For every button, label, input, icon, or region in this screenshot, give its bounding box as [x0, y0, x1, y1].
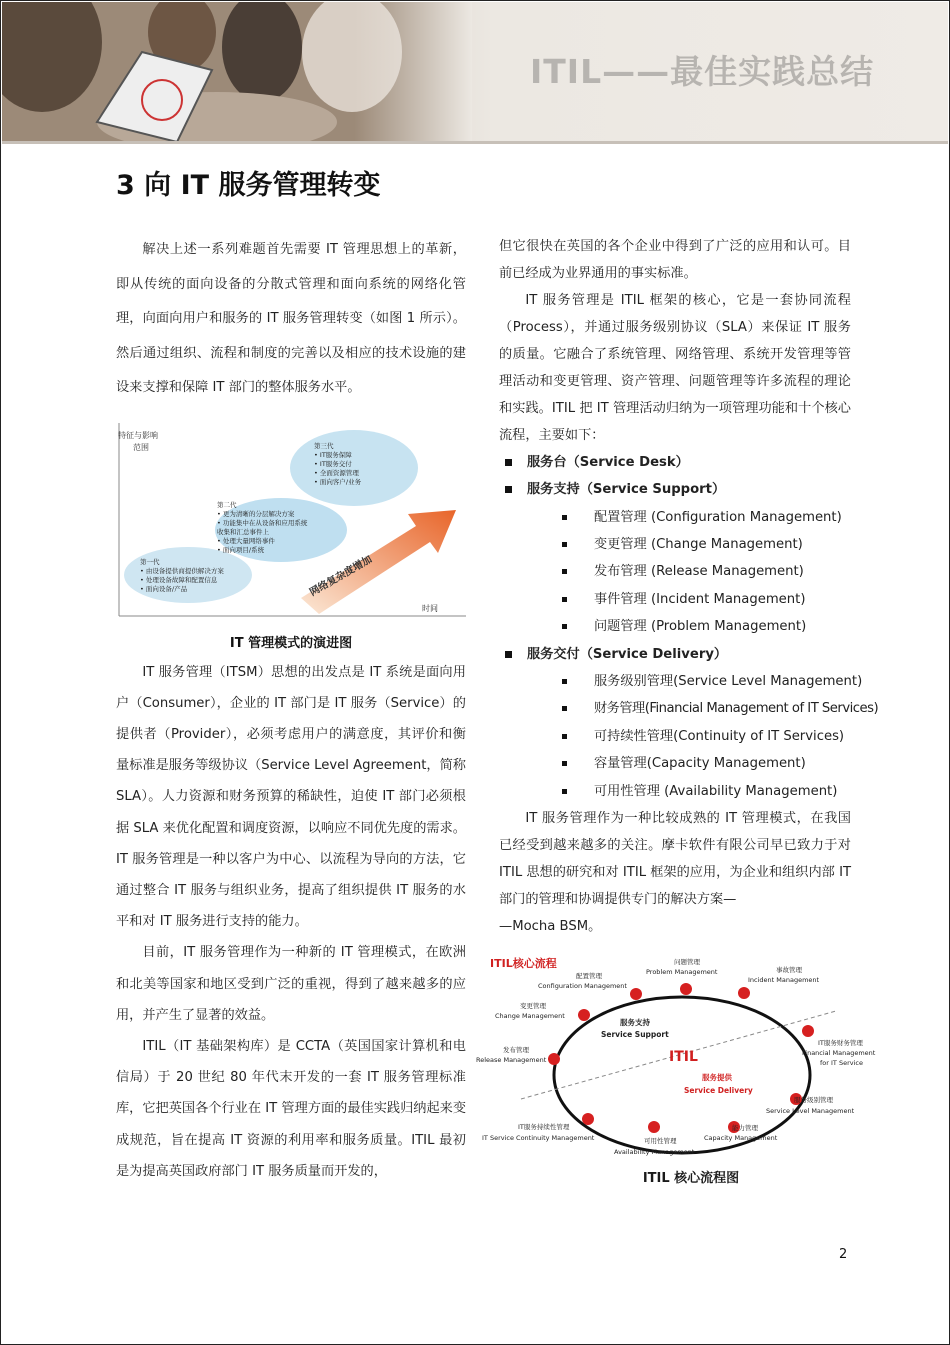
node-availability: [648, 1121, 660, 1133]
section-heading: 3 向 IT 服务管理转变: [116, 170, 381, 201]
node-label: IT Service Continuity Management: [482, 1134, 595, 1142]
header-photo: [2, 2, 472, 142]
right-column: [499, 233, 879, 940]
evolution-diagram: [116, 418, 466, 628]
list-item-label: 服务支持（Service Support）: [527, 482, 726, 498]
gen1-ellipse: [124, 547, 252, 603]
node-label: Financial Management: [802, 1049, 876, 1057]
node-label: 问题管理: [674, 958, 700, 966]
list-item: 服务级别管理(Service Level Management): [527, 668, 851, 695]
node-label: IT服务持续性管理: [518, 1123, 570, 1131]
gen2-item: • 面向项目/系统: [217, 545, 265, 554]
list-item: 变更管理 (Change Management): [527, 531, 851, 558]
paragraph-mocha-text: IT 服务管理作为一种比较成熟的 IT 管理模式，在我国已经受到越来越多的关注。摩卡软件有限公司早已致力于对 ITIL 思想的研究和对 ITIL 框架的应用，为企业和组织内部 IT 部门的管理和协调提供专门的解决方案—: [499, 810, 852, 907]
node-label: Problem Management: [646, 968, 718, 976]
node-incident: [738, 987, 750, 999]
paragraph-intro: 解决上述一系列难题首先需要 IT 管理思想上的革新，即从传统的面向设备的分散式管理和面向系统的网络化管理，向面向用户和服务的 IT 服务管理转变（如图 1 所示）。然后通过组织、流程和制度的完善以及相应的技术设施的建设来支撑和保障 IT 部门的整体服务水平。: [116, 242, 466, 395]
support-sublist: [527, 504, 851, 641]
figure-itil-core-process: [476, 949, 896, 1164]
list-item-label: 服务台（Service Desk）: [527, 455, 689, 470]
paragraph-core: IT 服务管理是 ITIL 框架的核心，它是一套协同流程（Process），并通过服务级别协议（SLA）来保证 IT 服务的质量。它融合了系统管理、网络管理、系统开发管理等管理活动和变更管理、资产管理、问题管理等许多流程的理论和实践。ITIL 把 IT 管理活动归纳为一项管理功能和十个核心流程，主要如下：: [499, 293, 851, 443]
node-label: Availability Management: [614, 1148, 695, 1156]
left-column: [116, 233, 466, 1187]
gen1-title: 第一代: [140, 557, 160, 566]
list-item: 财务管理(Financial Management of IT Services): [527, 695, 851, 722]
header-divider: [2, 141, 948, 144]
header-title: ITIL——最佳实践总结: [530, 52, 875, 91]
node-release: [548, 1053, 560, 1065]
x-axis-label: 时间: [422, 603, 438, 613]
paragraph-mocha-bsm: —Mocha BSM。: [499, 918, 602, 934]
gen3-item: • 面向客户/业务: [314, 477, 362, 486]
node-label: 事故管理: [776, 966, 802, 974]
list-item: 容量管理(Capacity Management): [527, 750, 851, 777]
gen2-item: 收集和汇总事件上: [217, 527, 269, 536]
paragraph-mocha: [499, 805, 851, 913]
paragraph-itsm: IT 服务管理（ITSM）思想的出发点是 IT 系统是面向用户（Consumer），企业的 IT 部门是 IT 服务（Service）的提供者（Provider），必须考虑用户的满意度，其评价和衡量标准是服务等级协议（Service Level Agreement，简称 SLA）。人力资源和财务预算的稀缺性，迫使 IT 部门必须根据 SLA 来优化配置和调度资源，以响应不同优先度的需求。IT 服务管理是一种以客户为中心、以流程为导向的方法，它通过整合 IT 服务与组织业务，提高了组织提供 IT 服务的水平和对 IT 服务进行支持的能力。: [116, 664, 466, 930]
node-continuity: [582, 1113, 594, 1125]
delivery-sublist: [527, 668, 879, 805]
list-item: 发布管理 (Release Management): [527, 558, 851, 585]
node-label: Capacity Management: [704, 1134, 778, 1142]
delivery-label-cn: 服务提供: [702, 1073, 732, 1082]
list-item: 配置管理 (Configuration Management): [527, 504, 851, 531]
gen3-title: 第三代: [314, 441, 334, 450]
y-axis-label-2: 范围: [133, 442, 149, 452]
node-label: for IT Service: [820, 1059, 863, 1067]
gen3-item: • IT服务交付: [314, 459, 352, 468]
node-label: 配置管理: [576, 972, 602, 980]
node-change: [578, 1009, 590, 1021]
gen2-title: 第二代: [217, 500, 237, 509]
gen3-item: • 全面资源管理: [314, 468, 359, 477]
node-label: Configuration Management: [538, 982, 627, 990]
figure2-caption: ITIL 核心流程图: [642, 1171, 740, 1186]
arrow-label: 网络复杂度增加: [308, 553, 375, 599]
node-label: 服务级别管理: [794, 1096, 833, 1104]
paragraph-adoption: 但它很快在英国的各个企业中得到了广泛的应用和认可。目前已经成为业界通用的事实标准。: [499, 239, 851, 281]
node-finance: [802, 1025, 814, 1037]
node-label: 变更管理: [520, 1002, 546, 1010]
node-label: Change Management: [495, 1012, 565, 1020]
gen2-item: • 更为清晰的分层解决方案: [217, 509, 295, 518]
list-item-label: 服务交付（Service Delivery）: [527, 646, 728, 662]
node-label: Incident Management: [748, 976, 820, 984]
list-item-service-desk: [499, 449, 851, 476]
gen3-ellipse: [290, 430, 418, 506]
figure-it-management-evolution: [116, 418, 466, 628]
list-item: 可用性管理 (Availability Management): [527, 778, 851, 805]
node-label: Service Level Management: [766, 1107, 855, 1115]
gen1-item: • 由设备提供商提供解决方案: [140, 566, 224, 575]
paragraph-current: 目前，IT 服务管理作为一种新的 IT 管理模式，在欧洲和北美等国家和地区受到广泛的重视，得到了越来越多的应用，并产生了显著的效益。: [116, 945, 466, 1023]
paragraph-itil-origin: ITIL（IT 基础架构库）是 CCTA（英国国家计算机和电信局）于 20 世纪 80 年代末开发的一套 IT 服务管理标准库，它把英国各个行业在 IT 管理方面的最佳实践归纳起来变成规范，旨在提高 IT 资源的利用率和服务质量。ITIL 最初是为提高英国政府部门 IT 服务质量而开发的，: [116, 1038, 467, 1179]
gen1-item: • 处理设备故障和配置信息: [140, 575, 218, 584]
figure1-caption: IT 管理模式的演进图: [229, 635, 353, 651]
y-axis-label-1: 特征与影响: [118, 430, 158, 440]
fig2-center: ITIL: [669, 1049, 698, 1065]
delivery-label-en: Service Delivery: [684, 1086, 753, 1095]
node-config: [630, 988, 642, 1000]
gen2-item: • 功能集中在从设备和应用系统: [217, 518, 308, 527]
fig2-title: ITIL核心流程: [490, 957, 557, 970]
support-label-cn: 服务支持: [620, 1018, 650, 1027]
header-banner: [2, 2, 948, 142]
process-ring: [554, 997, 810, 1153]
node-problem: [680, 983, 692, 995]
node-label: IT服务财务管理: [818, 1039, 863, 1047]
list-item-service-support: [499, 476, 851, 640]
support-label-en: Service Support: [601, 1030, 669, 1039]
list-item: 问题管理 (Problem Management): [527, 613, 851, 640]
gen1-item: • 面向设备/产品: [140, 584, 188, 593]
node-label: Release Management: [476, 1056, 547, 1064]
node-label: 能力管理: [732, 1124, 758, 1132]
page-number: 2: [839, 1247, 848, 1262]
node-label: 可用性管理: [644, 1137, 677, 1145]
list-item: 可持续性管理(Continuity of IT Services): [527, 723, 851, 750]
list-item-service-delivery: [499, 641, 879, 805]
list-item: 事件管理 (Incident Management): [527, 586, 851, 613]
node-label: 发布管理: [503, 1046, 529, 1054]
itil-process-list: [499, 449, 879, 805]
gen3-item: • IT服务保障: [314, 450, 352, 459]
gen2-item: • 处理大量网络事件: [217, 536, 275, 545]
